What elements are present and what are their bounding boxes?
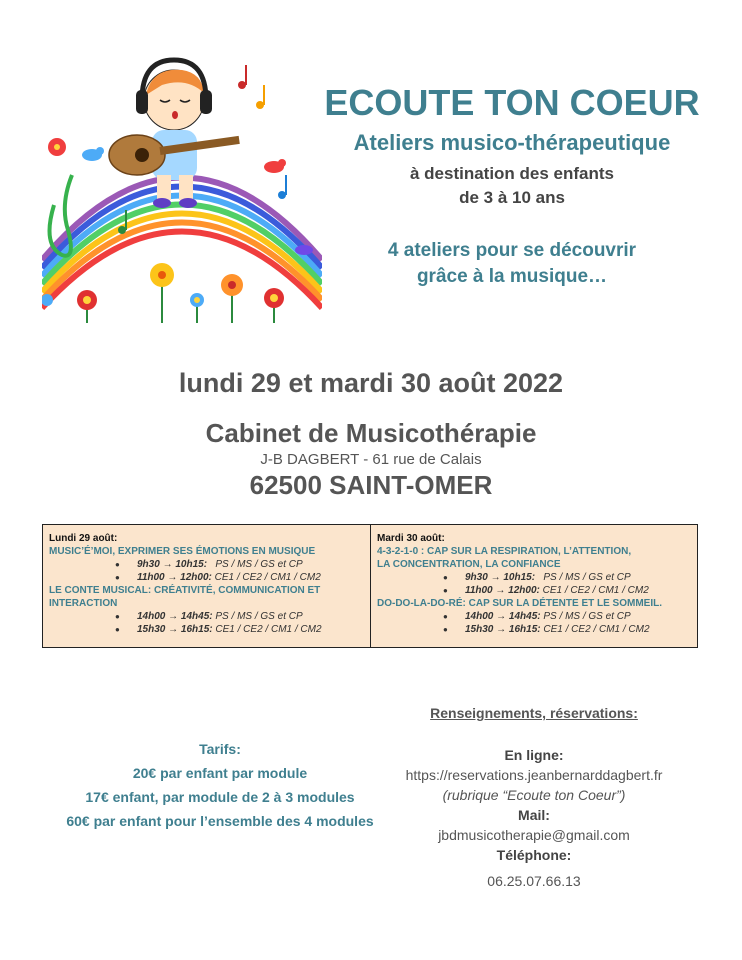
subtitle: Ateliers musico-thérapeutique [353,130,671,155]
mail-label: Mail: [518,807,550,823]
day-label: Mardi 30 août: [377,533,445,544]
tagline [318,238,706,290]
slot-level: CE1 / CE2 / CM1 / CM2 [215,624,322,635]
slot-time: 9h30 → 10h15: [137,559,208,570]
pricing-line-1: 20€ par enfant par module [132,765,308,781]
schedule-monday [43,525,370,647]
header [318,82,706,290]
rubrique-note: (rubrique “Ecoute ton Coeur”) [442,787,626,803]
slot-level: CE1 / CE2 / CM1 / CM2 [214,572,321,583]
time-slot [49,558,364,571]
slot-time: 14h00 → 14h45: [137,611,213,622]
time-slot [49,623,364,636]
booking-url-link[interactable]: https://reservations.jeanbernarddagbert.fr [405,767,663,783]
venue-name: Cabinet de Musicothérapie [205,418,537,448]
module-title: LE CONTE MUSICAL: CRÉATIVITÉ, COMMUNICATION ET INTERACTION [49,585,321,609]
contact-info [380,703,688,891]
time-slot [377,584,691,597]
slot-time: 14h00 → 14h45: [465,611,541,622]
schedule-tuesday [370,525,697,647]
pricing [42,737,398,833]
tagline-line-1: 4 ateliers pour se découvrir [387,240,637,261]
module-title: DO-DO-LA-DO-RÉ: CAP SUR LA DÉTENTE ET LE SOMMEIL. [377,598,662,609]
time-slot [377,623,691,636]
slot-time: 11h00 → 12h00: [465,585,540,596]
phone-label: Téléphone: [496,847,572,863]
audience [318,162,706,210]
time-slot [49,610,364,623]
day-label: Lundi 29 août: [49,533,118,544]
slot-level: PS / MS / GS et CP [215,611,303,622]
module-title-cont: LA CONCENTRATION, LA CONFIANCE [377,559,561,570]
slot-time: 9h30 → 10h15: [465,572,536,583]
audience-line-2: de 3 à 10 ans [459,188,565,207]
page-title: ECOUTE TON COEUR [324,82,700,123]
pricing-heading: Tarifs: [199,741,241,757]
slot-level: PS / MS / GS et CP [543,611,631,622]
module-title: 4-3-2-1-0 : CAP SUR LA RESPIRATION, L’ATTENTION, [377,546,632,557]
event-dates: lundi 29 et mardi 30 août 2022 [178,368,564,398]
pricing-line-2: 17€ enfant, par module de 2 à 3 modules [85,789,355,805]
slot-time: 15h30 → 16h15: [465,624,541,635]
phone-number: 06.25.07.66.13 [487,873,581,889]
slot-time: 11h00 → 12h00: [137,572,212,583]
pricing-line-3: 60€ par enfant pour l’ensemble des 4 modules [66,813,374,829]
tagline-line-2: grâce à la musique… [416,266,608,287]
child-guitar-rainbow-illustration [42,55,322,325]
venue [0,418,742,501]
contact-heading: Renseignements, réservations: [430,705,638,721]
module-title: MUSIC’É’MOI, EXPRIMER SES ÉMOTIONS EN MUSIQUE [49,546,316,557]
slot-level: CE1 / CE2 / CM1 / CM2 [542,585,649,596]
email-link[interactable]: jbdmusicotherapie@gmail.com [438,827,630,843]
online-label: En ligne: [504,747,564,763]
audience-line-1: à destination des enfants [409,164,615,183]
slot-level: PS / MS / GS et CP [215,559,303,570]
venue-city: 62500 SAINT-OMER [249,470,493,500]
slot-level: CE1 / CE2 / CM1 / CM2 [543,624,650,635]
time-slot [377,571,691,584]
venue-address: J-B DAGBERT - 61 rue de Calais [260,451,482,468]
slot-time: 15h30 → 16h15: [137,624,213,635]
time-slot [377,610,691,623]
time-slot [49,571,364,584]
slot-level: PS / MS / GS et CP [543,572,631,583]
schedule-table [42,524,698,648]
